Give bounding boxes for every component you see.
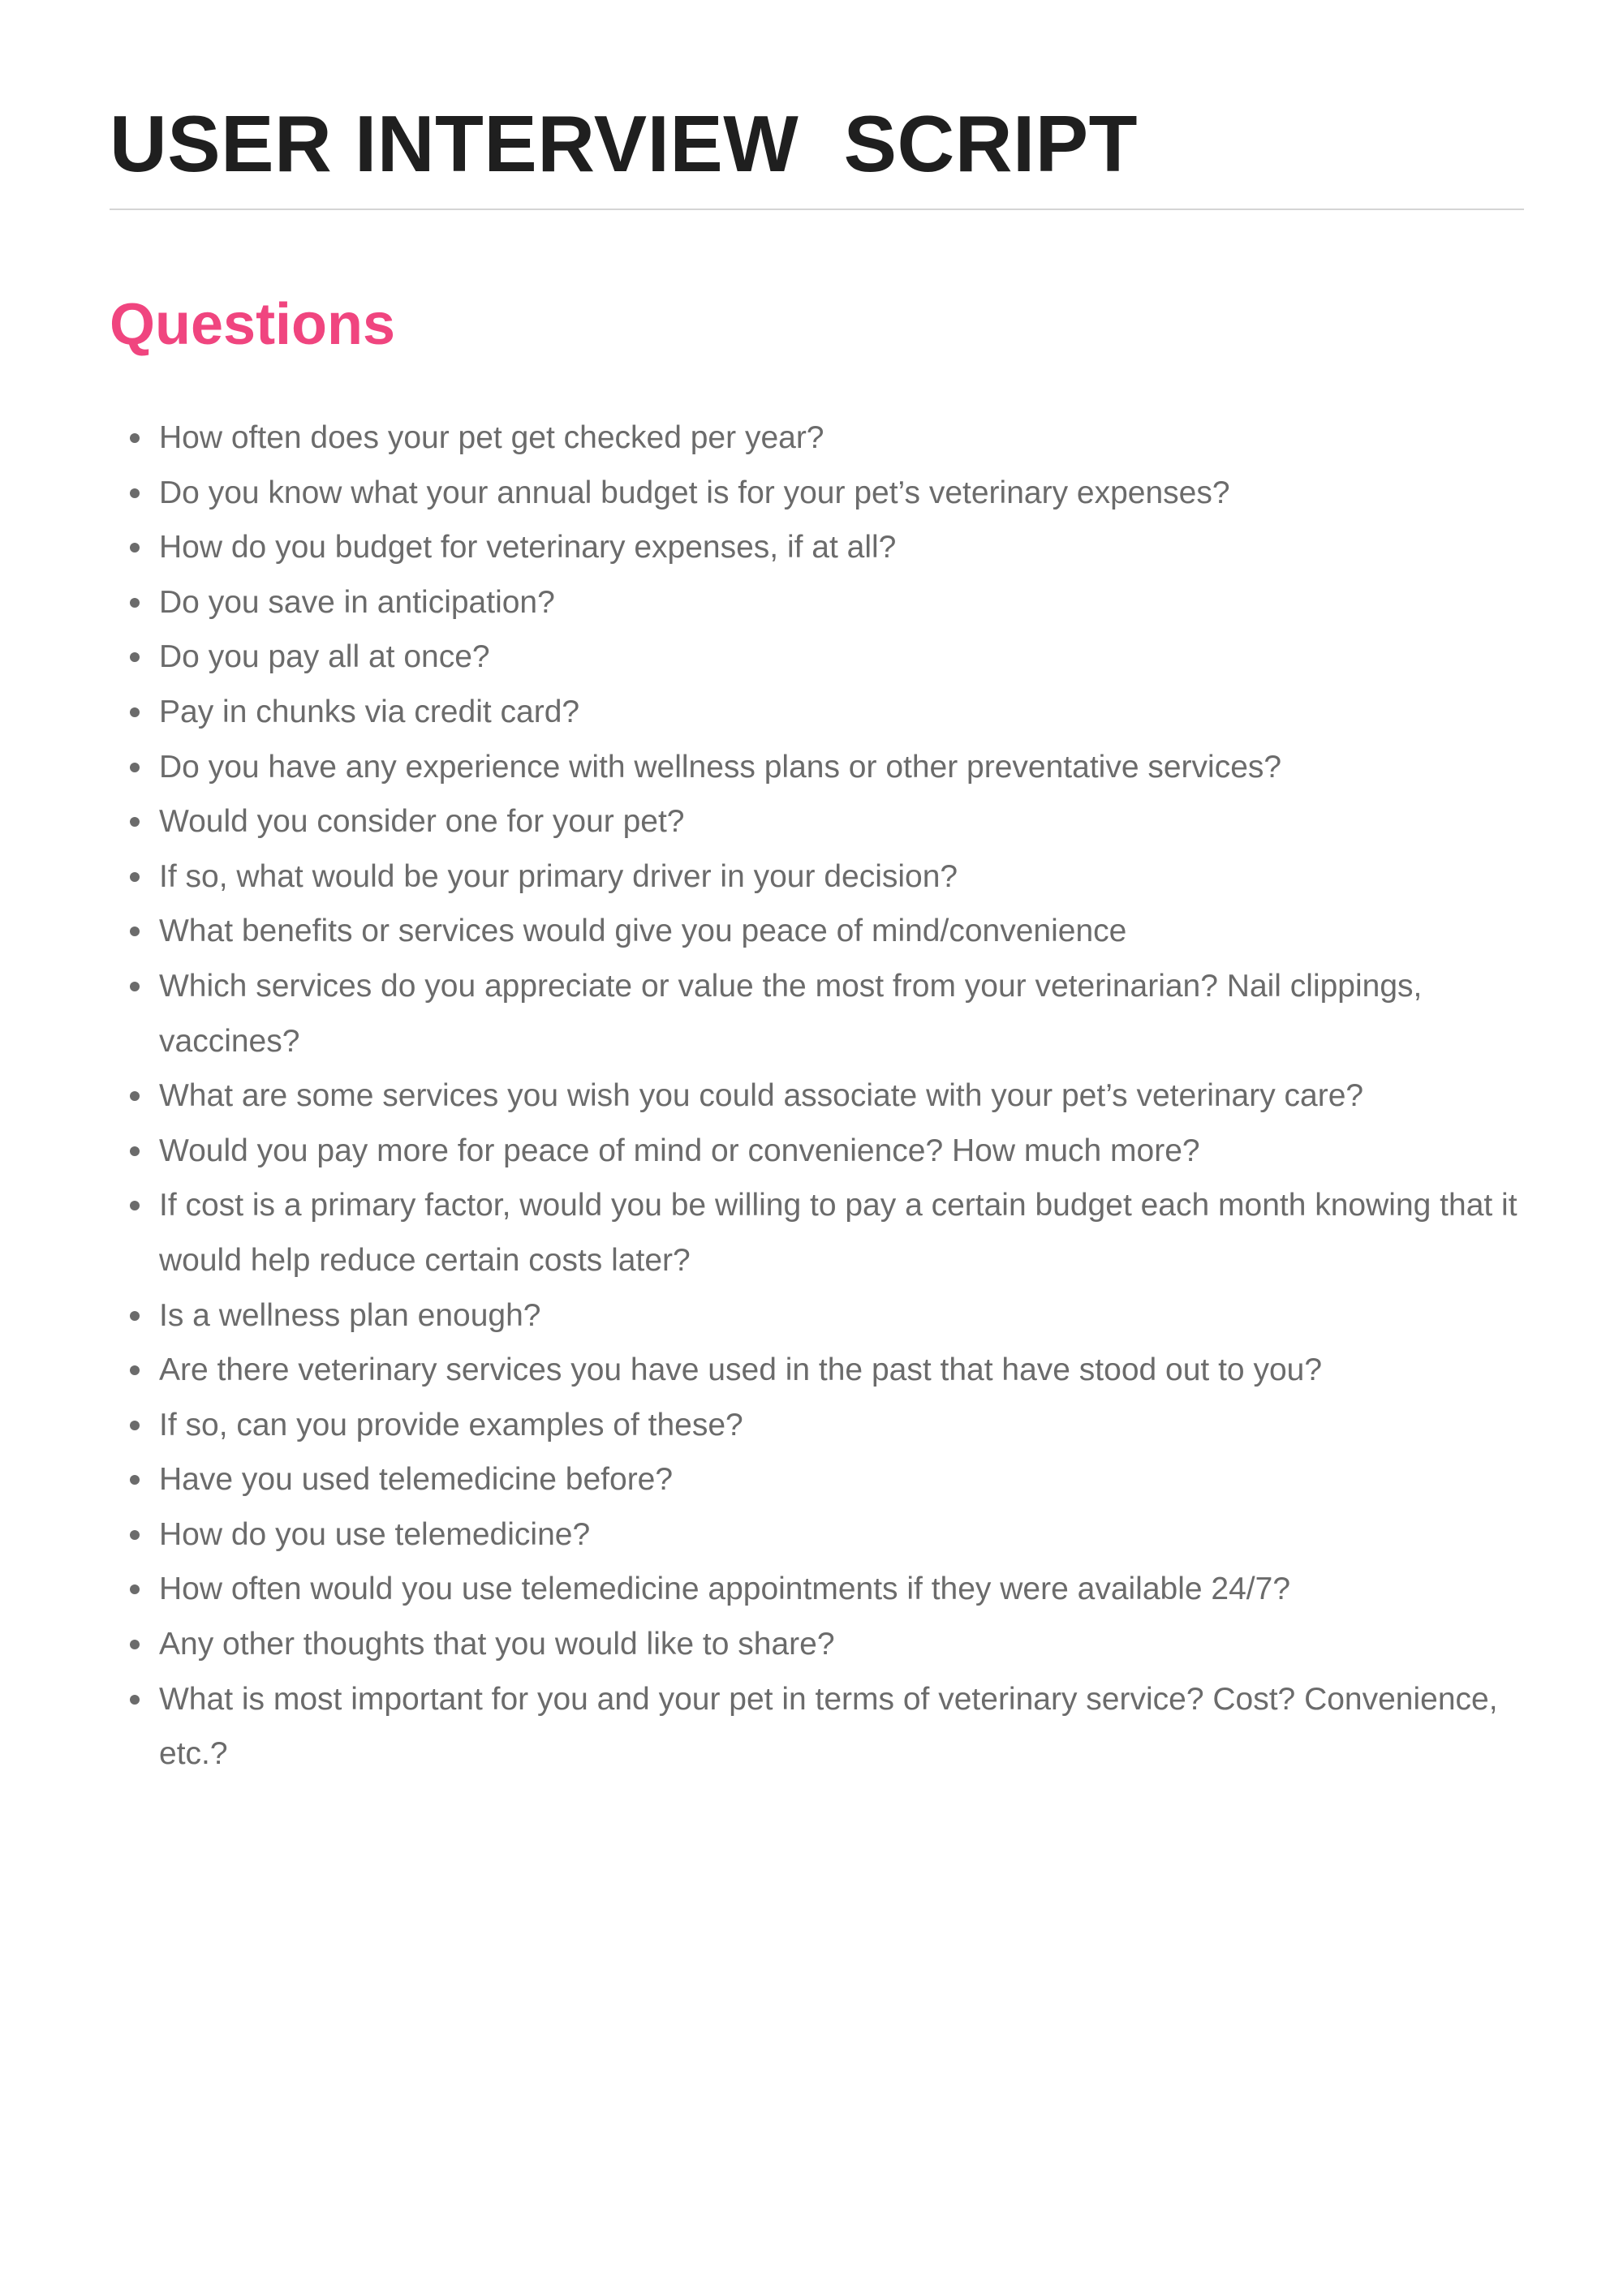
question-item <box>159 1507 1555 1563</box>
question-text: Any other thoughts that you would like to share? <box>159 1627 835 1662</box>
question-text: Do you pay all at once? <box>159 639 490 675</box>
bullet-icon <box>130 1146 140 1156</box>
question-text: Pay in chunks via credit card? <box>159 694 580 729</box>
question-text: Do you save in anticipation? <box>159 584 555 620</box>
bullet-icon <box>130 1201 140 1210</box>
question-item <box>159 904 1555 959</box>
question-text: If cost is a primary factor, would you be willing to pay a certain budget each month knowing that it would help reduce certain costs later? <box>159 1188 1518 1278</box>
question-text: Is a wellness plan enough? <box>159 1297 541 1333</box>
question-text: Would you pay more for peace of mind or convenience? How much more? <box>159 1133 1200 1168</box>
question-text: If so, can you provide examples of these? <box>159 1407 743 1443</box>
bullet-icon <box>130 1530 140 1540</box>
bullet-icon <box>130 1475 140 1485</box>
bullet-icon <box>130 1311 140 1321</box>
bullet-icon <box>130 872 140 882</box>
title-divider <box>110 209 1524 210</box>
question-text: Do you know what your annual budget is for your pet’s veterinary expenses? <box>159 475 1230 510</box>
question-item <box>159 411 1555 466</box>
document-title: USER INTERVIEW SCRIPT <box>110 99 1139 188</box>
bullet-icon <box>130 1365 140 1375</box>
question-text: Do you have any experience with wellness plans or other preventative services? <box>159 749 1282 785</box>
question-text: Which services do you appreciate or value the most from your veterinarian? Nail clippings, vaccines? <box>159 968 1423 1059</box>
question-text: How do you use telemedicine? <box>159 1516 591 1552</box>
bullet-icon <box>130 707 140 717</box>
question-text: Would you consider one for your pet? <box>159 804 685 840</box>
bullet-icon <box>130 433 140 443</box>
bullet-icon <box>130 543 140 553</box>
question-item <box>159 959 1555 1068</box>
question-item <box>159 466 1555 521</box>
bullet-icon <box>130 817 140 827</box>
question-text: What is most important for you and your pet in terms of veterinary service? Cost? Convenience, etc.? <box>159 1681 1498 1772</box>
bullet-icon <box>130 763 140 772</box>
question-item <box>159 520 1555 575</box>
question-item <box>159 794 1555 849</box>
bullet-icon <box>130 652 140 662</box>
bullet-icon <box>130 598 140 608</box>
question-item <box>159 1068 1555 1124</box>
question-text: What are some services you wish you could associate with your pet’s veterinary care? <box>159 1078 1364 1114</box>
question-item <box>159 1617 1555 1672</box>
question-text: How often would you use telemedicine appointments if they were available 24/7? <box>159 1572 1291 1607</box>
bullet-icon <box>130 927 140 936</box>
question-item <box>159 740 1555 795</box>
question-item <box>159 1562 1555 1617</box>
question-item <box>159 849 1555 905</box>
bullet-icon <box>130 1695 140 1705</box>
question-text: How often does your pet get checked per year? <box>159 420 824 455</box>
bullet-icon <box>130 488 140 498</box>
question-text: How do you budget for veterinary expenses, if at all? <box>159 530 897 565</box>
question-list <box>159 411 1555 1782</box>
bullet-icon <box>130 1091 140 1101</box>
question-item <box>159 1452 1555 1507</box>
bullet-icon <box>130 1584 140 1594</box>
question-item <box>159 1398 1555 1453</box>
question-text: What benefits or services would give you peace of mind/convenience <box>159 914 1127 949</box>
question-item <box>159 630 1555 685</box>
question-text: Are there veterinary services you have used in the past that have stood out to you? <box>159 1352 1323 1388</box>
question-text: If so, what would be your primary driver in your decision? <box>159 858 958 894</box>
bullet-icon <box>130 1421 140 1430</box>
question-item <box>159 1672 1555 1782</box>
question-item <box>159 1124 1555 1179</box>
section-heading-questions: Questions <box>110 292 396 357</box>
bullet-icon <box>130 1640 140 1649</box>
question-item <box>159 575 1555 630</box>
question-item <box>159 1288 1555 1344</box>
question-item <box>159 1178 1555 1288</box>
bullet-icon <box>130 982 140 991</box>
question-text: Have you used telemedicine before? <box>159 1462 674 1498</box>
question-item <box>159 685 1555 740</box>
question-item <box>159 1343 1555 1398</box>
